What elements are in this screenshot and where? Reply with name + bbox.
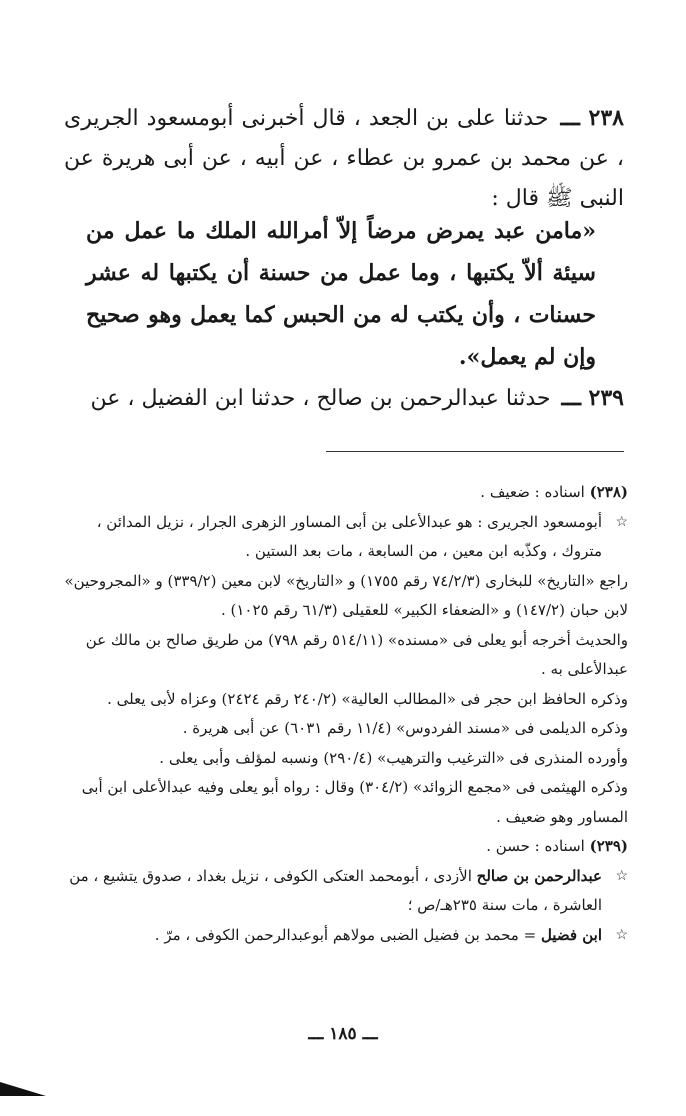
note-238-line-4: وذكره الحافظ ابن حجر فى «المطالب العالية» (٢٤٠/٢ رقم ٢٤٢٤) وعزاه لأبى يعلى . xyxy=(107,689,628,708)
note-239-heading xyxy=(60,832,628,862)
note-239-narrator-1 xyxy=(60,862,628,921)
star-icon: ☆ xyxy=(615,867,628,884)
note-238-line-1: أبومسعود الجريرى : هو عبدالأعلى بن أبى المساور الزهرى الجرار ، نزيل المدائن ، متروك ، وكذّبه ابن معين ، من السابعة ، مات بعد الستين . xyxy=(96,512,602,560)
page-corner-mark xyxy=(0,1082,46,1096)
note-238-number: (٢٣٨) xyxy=(589,483,628,501)
hadith-238-matn: «مامن عبد يمرض مرضاً إلاّ أمرالله الملك ما عمل من سيئة ألاّ يكتبها ، وما عمل من حسنة أن يكتبها له عشر حسنات ، وأن يكتب له من الحبس كما يعمل وهو صحيح وإن لم يعمل». xyxy=(86,218,596,370)
note-239-grade: اسناده : حسن . xyxy=(486,837,585,855)
note-238-line-3: والحديث أخرجه أبو يعلى فى «مسنده» (٥١٤/١١ رقم ٧٩٨) من طريق صالح بن مالك عن عبدالأعلى به . xyxy=(85,630,628,678)
note-239-number: (٢٣٩) xyxy=(589,837,628,855)
narrator-details: = محمد بن فضيل الضبى مولاهم أبوعبدالرحمن الكوفى ، مرّ . xyxy=(154,925,541,944)
narrator-name: عبدالرحمن بن صالح xyxy=(476,866,602,885)
footnotes xyxy=(60,478,628,950)
star-icon: ☆ xyxy=(615,513,628,530)
hadith-238-isnad-text: حدثنا على بن الجعد ، قال أخبرنى أبومسعود الجريرى ، عن محمد بن عمرو بن عطاء ، عن أبيه ، عن أبى هريرة عن النبى ﷺ قال : xyxy=(64,106,624,211)
note-238-narrator xyxy=(60,508,628,567)
star-icon: ☆ xyxy=(615,926,628,943)
note-238-line-2: راجع «التاريخ» للبخارى (٧٤/٢/٣ رقم ١٧٥٥) و «التاريخ» لابن معين (٣٣٩/٢) و «المجروحين» لابن حبان (١٤٧/٢) و «الضعفاء الكبير» للعقيلى (٦١/٣ رقم ١٠٢٥) . xyxy=(64,571,628,619)
note-238-line-6: وأورده المنذرى فى «الترغيب والترهيب» (٢٩٠/٤) ونسبه لمؤلف وأبى يعلى . xyxy=(159,748,628,767)
hadith-238-isnad xyxy=(64,98,624,219)
narrator-name: ابن فضيل xyxy=(540,925,602,944)
note-238-heading xyxy=(60,478,628,508)
note-239-narrator-2 xyxy=(60,921,628,951)
note-238-line-7: وذكره الهيثمى فى «مجمع الزوائد» (٣٠٤/٢) وقال : رواه أبو يعلى وفيه عبدالأعلى ابن أبى المساور وهو ضعيف . xyxy=(81,778,628,826)
hadith-238-number: ٢٣٨ ـــ xyxy=(560,105,624,131)
footnote-divider xyxy=(326,451,624,452)
note-238-line-5: وذكره الديلمى فى «مسند الفردوس» (١١/٤ رقم ٦٠٣١) عن أبى هريرة . xyxy=(182,719,628,737)
hadith-239-number: ٢٣٩ ـــ xyxy=(561,385,624,411)
page-number: ـــ ١٨٥ ـــ xyxy=(308,1024,378,1044)
hadith-239-isnad-text: حدثنا عبدالرحمن بن صالح ، حدثنا ابن الفضيل ، عن xyxy=(90,386,551,411)
narrator-details: الأزدى ، أبومحمد العتكى الكوفى ، نزيل بغداد ، صدوق يتشيع ، من العاشرة ، مات سنة ٢٣٥هـ/ص ؛ xyxy=(69,866,602,914)
note-238-grade: اسناده : ضعيف . xyxy=(480,483,585,501)
hadith-239-isnad xyxy=(64,378,624,419)
